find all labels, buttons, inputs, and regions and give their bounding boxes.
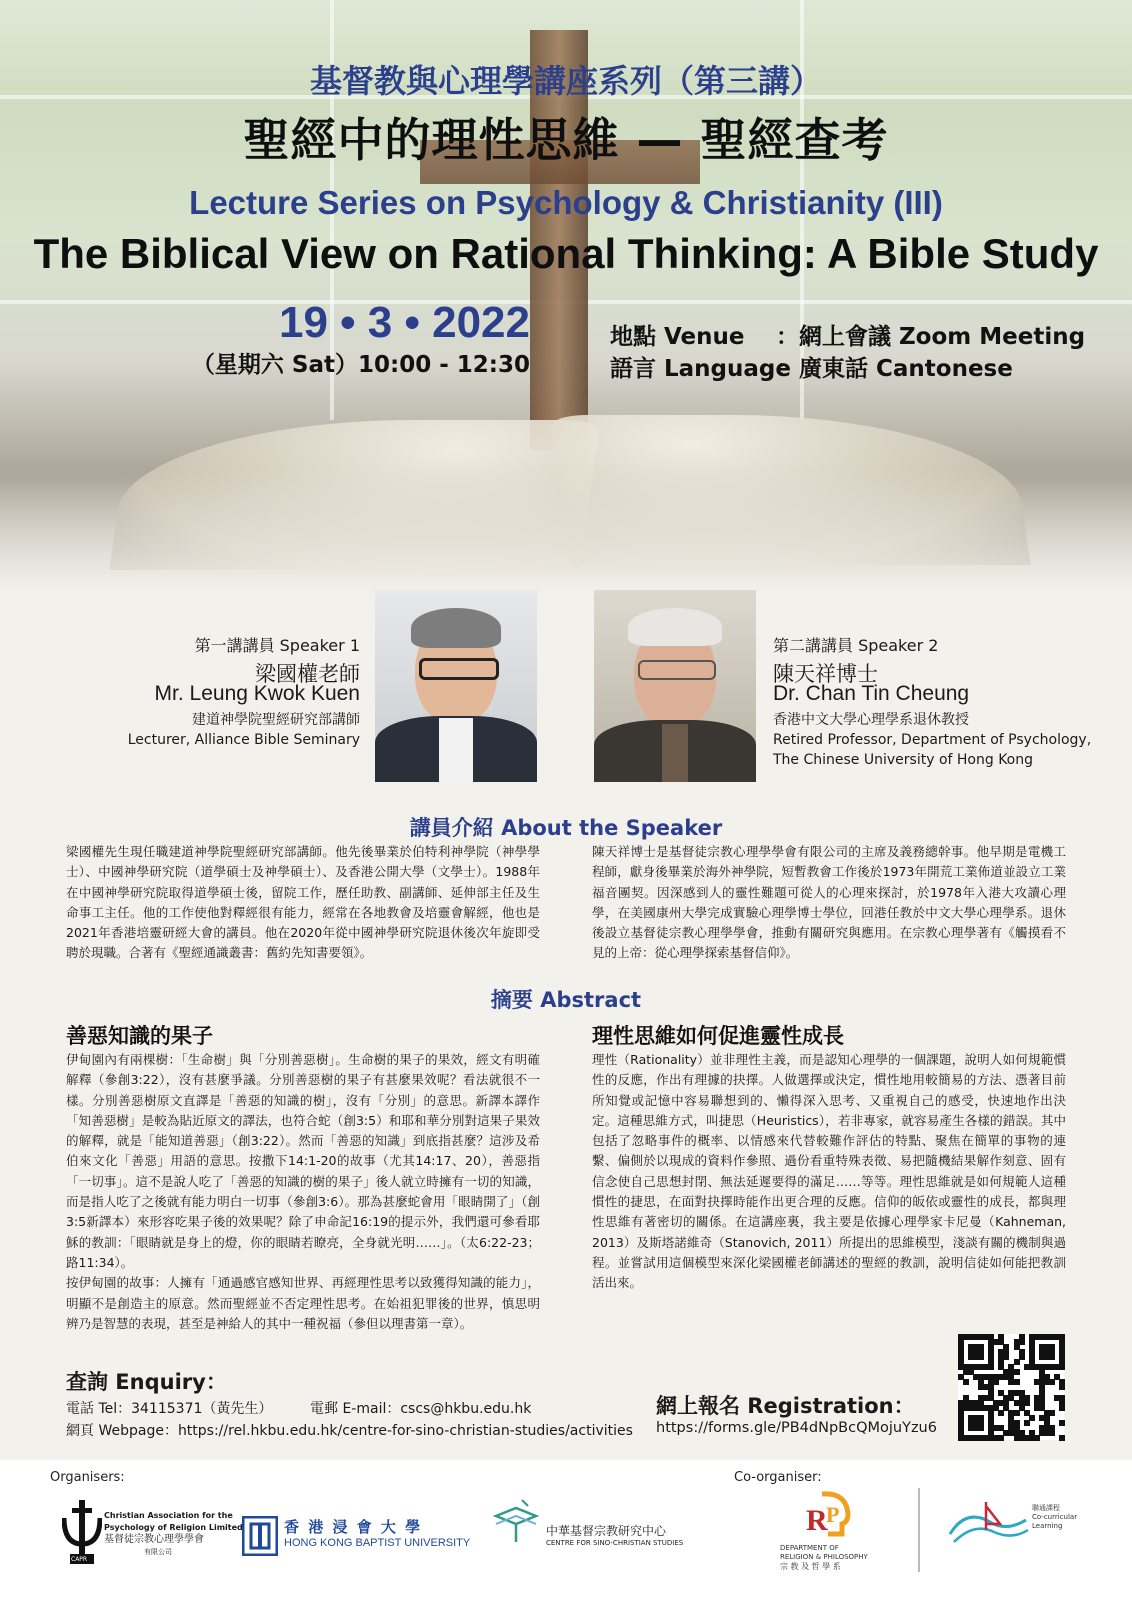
capr-abbr: CAPR xyxy=(71,1556,88,1563)
speaker-2-title-en-1: Retired Professor, Department of Psychology, xyxy=(773,732,1092,748)
registration-url[interactable]: https://forms.gle/PB4dNpBcQMojuYzu6 xyxy=(656,1420,937,1436)
hkbu-name-en: HONG KONG BAPTIST UNIVERSITY xyxy=(284,1537,471,1549)
qr-module xyxy=(1024,1420,1030,1426)
co-curricular-logo xyxy=(946,1500,1030,1550)
speaker-1-name-cn: 梁國權老師 xyxy=(255,662,360,686)
qr-module xyxy=(963,1379,969,1385)
speaker-1-title-en: Lecturer, Alliance Bible Seminary xyxy=(127,732,360,748)
rp-name-cn: 宗 教 及 哲 學 系 xyxy=(780,1562,841,1571)
hkbu-name-cn: 香 港 浸 會 大 學 xyxy=(284,1518,423,1536)
hkbu-logo xyxy=(242,1516,278,1556)
tie xyxy=(662,724,688,782)
co-organiser-label: Co-organiser: xyxy=(734,1470,822,1485)
enquiry-email[interactable]: 電郵 E-mail：cscs@hkbu.edu.hk xyxy=(310,1401,532,1417)
abstract-right-title: 理性思維如何促進靈性成長 xyxy=(592,1024,844,1048)
qr-module xyxy=(1059,1420,1065,1426)
rp-logo xyxy=(800,1488,856,1542)
event-time: （星期六 Sat）10:00 - 12:30 xyxy=(191,352,530,378)
hkbu-text xyxy=(284,1516,470,1549)
cscs-book-icon xyxy=(492,1498,540,1544)
registration-qr-code[interactable] xyxy=(958,1334,1064,1440)
capr-text: Christian Association for the Psychology of Religion Limited 基督徒宗教心理學學會 有限公司 xyxy=(104,1511,243,1556)
qr-module xyxy=(1059,1384,1065,1390)
qr-module xyxy=(1049,1379,1055,1385)
abstract-left-body xyxy=(66,1050,540,1334)
co-curricular-en-2: Learning xyxy=(1032,1522,1063,1530)
cscs-name-cn: 中華基督宗教研究中心 xyxy=(546,1524,667,1538)
venue-label: 地點 Venue xyxy=(610,324,745,350)
speaker-2-photo xyxy=(594,590,756,782)
co-curricular-en-1: Co-curricular xyxy=(1032,1513,1078,1521)
qr-module xyxy=(1059,1405,1065,1411)
hero-fade xyxy=(0,470,1132,600)
cn-series-title: 基督教與心理學講座系列（第三講） xyxy=(309,62,822,100)
enquiry-heading: 查詢 Enquiry： xyxy=(66,1370,227,1394)
event-date: 19 • 3 • 2022 xyxy=(278,298,530,347)
venue-value: ：網上會議 Zoom Meeting xyxy=(776,324,1086,350)
qr-module xyxy=(998,1410,1004,1416)
capr-logo xyxy=(62,1500,102,1566)
svg-text:P: P xyxy=(826,1502,840,1527)
speaker-2-role: 第二講講員 Speaker 2 xyxy=(773,636,939,655)
venue-row xyxy=(610,318,1085,351)
qr-module xyxy=(978,1425,984,1431)
speaker-2-title-cn: 香港中文大學心理學系退休教授 xyxy=(773,712,969,728)
cscs-logo xyxy=(492,1498,540,1544)
about-heading: 講員介紹 About the Speaker xyxy=(409,816,723,840)
qr-module xyxy=(1034,1435,1040,1441)
hkbu-book-icon xyxy=(242,1516,278,1556)
hair xyxy=(628,608,722,646)
enquiry-webpage[interactable]: 網頁 Webpage：https://rel.hkbu.edu.hk/centre-for-sino-christian-studies/activities xyxy=(66,1423,633,1439)
qr-module xyxy=(1014,1379,1020,1385)
rp-line-2: RELIGION & PHILOSOPHY xyxy=(780,1553,868,1561)
co-curricular-cn: 聯通課程 xyxy=(1032,1504,1060,1512)
qr-module xyxy=(1049,1430,1055,1436)
qr-module xyxy=(1059,1435,1065,1441)
logo-divider xyxy=(918,1488,920,1572)
qr-module xyxy=(1049,1354,1055,1360)
abstract-left-p1: 伊甸園內有兩棵樹：「生命樹」與「分別善惡樹」。生命樹的果子的果效，經文有明確解釋（參創3:22），沒有甚麼爭議。分別善惡樹的果子有甚麼果效呢？看法就很不一樣。分別善惡樹原文直譯是「善惡的知識的樹」，沒有「分別」的意思。新譯本譯作「知善惡樹」是較為貼近原文的譯法，也符合蛇（創3:5）和耶和華分別對這果子果效的解釋，就是「能知道善惡」（創3:22）。然而「善惡的知識」到底指甚麼？這涉及希伯來文化「善惡」用語的意思。按撒下14:1-20的故事（尤其14:17、20），善惡指「一切事」。這不是說人吃了「善惡的知識的樹的果子」後人就立時擁有一切的知識，而是指人吃了之後就有能力明白一切事（參創3:6）。那為甚麼蛇會用「眼睛開了」（創3:5新譯本）來形容吃果子後的效果呢？除了申命記16:19的提示外，我們還可參看耶穌的教訓：「眼睛就是身上的燈，你的眼睛若瞭亮，全身就光明……」。（太6:22-23；路11:34）。 xyxy=(66,1052,540,1270)
cscs-name-en: CENTRE FOR SINO-CHRISTIAN STUDIES xyxy=(546,1539,684,1547)
speaker-2-info xyxy=(773,636,1093,770)
speaker-1-role: 第一講講員 Speaker 1 xyxy=(194,636,360,655)
co-curricular-text xyxy=(1032,1504,1077,1531)
enquiry-tel: 電話 Tel：34115371（黃先生） xyxy=(66,1401,273,1417)
qr-module xyxy=(998,1435,1004,1441)
speaker-2-bio: 陳天祥博士是基督徒宗教心理學學會有限公司的主席及義務總幹事。他早期是電機工程師，獻身後畢業於海外神學院，短暫教會工作後於1973年開荒工業佈道並設立工業福音團契。因深感到人的靈性難題可從人的心理來探討，於1978年入港大攻讀心理學，在美國康州大學完成實驗心理學博士學位，回港任教於中文大學心理學系。退休後設立基督徒宗教心理學學會，推動有關研究與應用。在宗教心理學著有《觸摸看不見的上帝：從心理學探索基督信仰》。 xyxy=(592,844,1066,961)
speaker-2-name-cn: 陳天祥博士 xyxy=(773,662,878,686)
cscs-text xyxy=(546,1522,683,1547)
qr-module xyxy=(978,1354,984,1360)
rp-text xyxy=(780,1544,868,1571)
abstract-left-p2: 按伊甸園的故事：人擁有「通過感官感知世界、再經理性思考以致獲得知識的能力」，明顯不是創造主的原意。然而聖經並不否定理性思考。在始祖犯罪後的世界，慎思明辨乃是智慧的表現，甚至是神給人的其中一種祝福（參但以理書第一章）。 xyxy=(66,1275,540,1331)
rp-head-icon xyxy=(800,1488,856,1542)
cn-main-title: 聖經中的理性思維 — 聖經查考 xyxy=(243,113,889,167)
abstract-left-title: 善惡知識的果子 xyxy=(66,1024,213,1048)
speaker-1-bio: 梁國權先生現任職建道神學院聖經研究部講師。他先後畢業於伯特利神學院（神學學士）、中國神學研究院（道學碩士及神學碩士）、及香港公開大學（文學士）。1988年在中國神學研究院取得道學碩士後，留院工作，歷任助教、副講師、延伸部主任及生命事工主任。他的工作使他對釋經很有能力，經常在各地教會及培靈會解經，他也是2021年香港培靈研經大會的講員。他在2020年從中國神學研究院退休後次年旋即受聘於現職。合著有《聖經通識叢書：舊約先知書要領》。 xyxy=(66,844,540,961)
abstract-heading: 摘要 Abstract xyxy=(490,988,642,1012)
hair xyxy=(411,608,501,648)
abstract-right-body: 理性（Rationality）並非理性主義，而是認知心理學的一個課題，說明人如何規範慣性的反應，作出有理據的抉擇。人做選擇或決定，慣性地用較簡易的方法、憑著目前所知覺或記憶中容易聯想到的、懶得深入思考、又重視自己的感受，快速地作出決定。這種思維方式，叫捷思（Heuristics），若非專家，就容易產生各樣的錯誤。其中包括了忽略事件的概率、以情感來代替較難作評估的特點、聚焦在簡單的事物的連繫、偏側於以現成的資料作參照、過份看重特殊表徵、易把隨機結果解作刻意、固有信念使自己思想封閉、無法延遲要得的滿足……等等。理性思維就是如何規範人這種慣性的捷思，在面對抉擇時能作出更合理的反應。信仰的皈依或靈性的成長，都與理性思維有著密切的關係。在這講座裏，我主要是依據心理學家卡尼曼（Kahneman, 2013）及斯塔諾維奇（Stanovich, 2011）所提出的思維模型，淺談有關的機制與過程。並嘗試用這個模型來深化梁國權老師講述的聖經的教訓，說明信徒如何能把教訓活出來。 xyxy=(592,1052,1066,1291)
speaker-1-photo xyxy=(375,590,537,782)
language-row xyxy=(610,350,1013,383)
speaker-1-title-cn: 建道神學院聖經研究部講師 xyxy=(192,712,360,728)
speaker-2-title-en-2: The Chinese University of Hong Kong xyxy=(773,752,1033,768)
organisers-label: Organisers: xyxy=(50,1470,125,1485)
rp-line-1: DEPARTMENT OF xyxy=(780,1544,839,1552)
glasses-icon xyxy=(638,660,716,680)
qr-module xyxy=(1059,1364,1065,1370)
registration-heading: 網上報名 Registration： xyxy=(656,1394,915,1418)
en-series-title: Lecture Series on Psychology & Christianity (III) xyxy=(189,184,943,221)
en-main-title: The Biblical View on Rational Thinking: A Bible Study xyxy=(33,230,1099,277)
language-value: ：廣東話 Cantonese xyxy=(776,356,1013,382)
svg-text:R: R xyxy=(806,1504,828,1537)
shirt xyxy=(439,718,473,782)
co-curricular-waves-icon xyxy=(946,1500,1030,1550)
speaker-2-name-en: Dr. Chan Tin Cheung xyxy=(773,682,970,705)
speaker-1-info xyxy=(100,636,360,750)
speaker-1-name-en: Mr. Leung Kwok Kuen xyxy=(154,682,360,705)
qr-module xyxy=(988,1364,994,1370)
language-label: 語言 Language xyxy=(610,356,791,382)
glasses-icon xyxy=(419,658,499,680)
